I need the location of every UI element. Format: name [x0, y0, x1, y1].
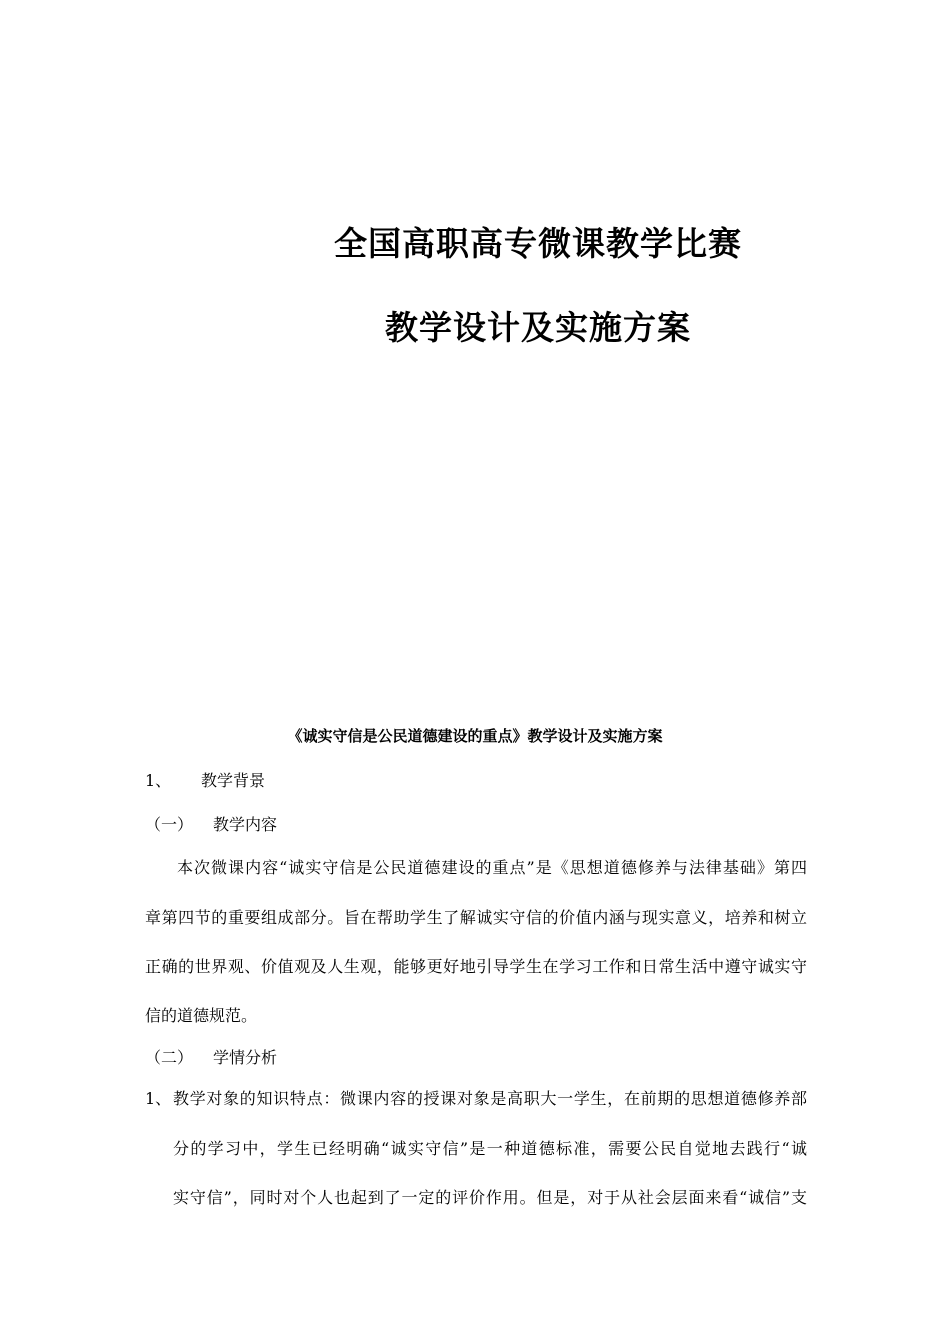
list-item-line: 分的学习中，学生已经明确“诚实守信”是一种道德标准，需要公民自觉地去践行“诚 [173, 1139, 807, 1158]
list-item-line: 实守信”，同时对个人也起到了一定的评价作用。但是，对于从社会层面来看“诚信”支 [173, 1188, 807, 1207]
section-number: 1、 [145, 771, 172, 790]
subsection-number: （二） [145, 1048, 194, 1067]
document-heading: 《诚实守信是公民道德建设的重点》教学设计及实施方案 [287, 727, 663, 745]
section-heading-background [145, 768, 345, 792]
paragraph-line: 正确的世界观、价值观及人生观，能够更好地引导学生在学习工作和日常生活中遵守诚实守 [145, 957, 807, 976]
paragraph-line: 章第四节的重要组成部分。旨在帮助学生了解诚实守信的价值内涵与现实意义，培养和树立 [145, 908, 807, 927]
paragraph-line: 本次微课内容“诚实守信是公民道德建设的重点”是《思想道德修养与法律基础》第四 [177, 858, 807, 877]
cover-title-line1: 全国高职高专微课教学比赛 [334, 224, 742, 263]
list-item-number: 1、 [145, 1089, 172, 1108]
list-item-line: 教学对象的知识特点：微课内容的授课对象是高职大一学生，在前期的思想道德修养部 [173, 1089, 807, 1108]
subsection-number: （一） [145, 815, 194, 834]
subsection-heading-content [145, 812, 345, 836]
cover-title-line2: 教学设计及实施方案 [385, 308, 691, 347]
section-label: 教学背景 [201, 771, 266, 790]
subsection-label: 教学内容 [213, 815, 278, 834]
subsection-label: 学情分析 [213, 1048, 278, 1067]
subsection-heading-analysis [145, 1045, 345, 1069]
paragraph-line: 信的道德规范。 [145, 1006, 258, 1025]
